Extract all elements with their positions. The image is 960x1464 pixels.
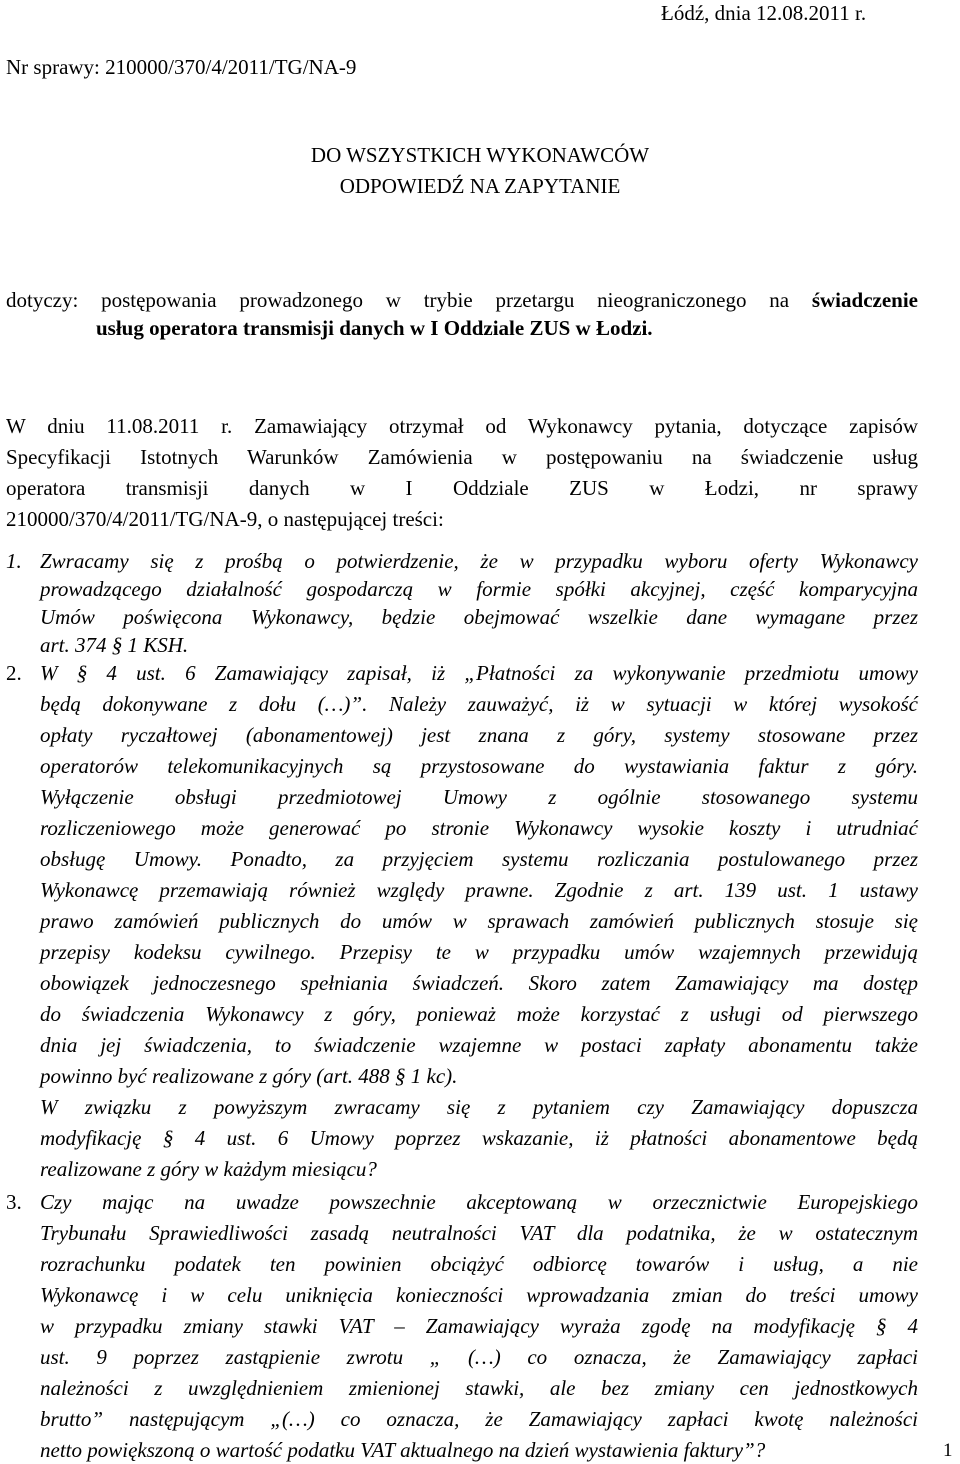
- question-line: prowadzącego działalność gospodarczą w formie spółki akcyjnej, część komparycyjna: [40, 577, 918, 601]
- question-line: Wykonawcę przemawiają również względy prawne. Zgodnie z art. 139 ust. 1 ustawy: [40, 878, 918, 902]
- intro-line-4: 210000/370/4/2011/TG/NA-9, o następującej treści:: [6, 507, 444, 531]
- question-line: W § 4 ust. 6 Zamawiający zapisał, iż „Płatności za wykonywanie przedmiotu umowy: [40, 661, 918, 685]
- question-line: przepisy kodeksu cywilnego. Przepisy te w przypadku umów wzajemnych przewidują: [40, 940, 918, 964]
- subject-bold-1: świadczenie: [811, 288, 918, 312]
- question-line: operatorów telekomunikacyjnych są przystosowane do wystawiania faktur z góry.: [40, 754, 918, 778]
- question-line: W związku z powyższym zwracamy się z pytaniem czy Zamawiający dopuszcza: [40, 1095, 918, 1119]
- question-line: prawo zamówień publicznych do umów w sprawach zamówień publicznych stosuje się: [40, 909, 918, 933]
- question-line: realizowane z góry w każdym miesiącu?: [40, 1157, 377, 1181]
- question-number: 1.: [6, 549, 22, 573]
- question-line: netto powiększoną o wartość podatku VAT aktualnego na dzień wystawienia faktury”?: [40, 1438, 766, 1462]
- question-line: rozliczeniowego może generować po stronie Wykonawcy wysokie koszty i utrudniać: [40, 816, 918, 840]
- intro-line-2: Specyfikacji Istotnych Warunków Zamówienia w postępowaniu na świadczenie usług: [6, 445, 918, 469]
- question-line: Wyłączenie obsługi przedmiotowej Umowy z ogólnie stosowanego systemu: [40, 785, 918, 809]
- question-line: należności z uwzględnieniem zmienionej stawki, ale bez zmiany cen jednostkowych: [40, 1376, 918, 1400]
- question-line: dnia jej świadczenia, to świadczenie wzajemne w postaci zapłaty abonamentu także: [40, 1033, 918, 1057]
- subject-line-2: usług operatora transmisji danych w I Oddziale ZUS w Łodzi.: [96, 316, 653, 340]
- title-line-2: ODPOWIEDŹ NA ZAPYTANIE: [339, 174, 621, 198]
- question-number: 2.: [6, 661, 22, 685]
- question-line: obowiązek jednoczesnego spełniania świadczeń. Skoro zatem Zamawiający ma dostęp: [40, 971, 918, 995]
- question-line: będą dokonywane z dołu (…)”. Należy zauważyć, iż w sytuacji w której wysokość: [40, 692, 918, 716]
- document-date: Łódź, dnia 12.08.2011 r.: [661, 1, 867, 25]
- question-line: opłaty ryczałtowej (abonamentowej) jest znana z góry, systemy stosowane przez: [40, 723, 918, 747]
- question-line: Zwracamy się z prośbą o potwierdzenie, że w przypadku wyboru oferty Wykonawcy: [40, 549, 918, 573]
- question-line: Trybunału Sprawiedliwości zasadą neutralności VAT dla podatnika, że w ostatecznym: [40, 1221, 918, 1245]
- question-line: Umów poświęcona Wykonawcy, będzie obejmować wszelkie dane wymagane przez: [40, 605, 918, 629]
- intro-line-1: W dniu 11.08.2011 r. Zamawiający otrzymał od Wykonawcy pytania, dotyczące zapisów: [6, 414, 918, 438]
- question-line: ust. 9 poprzez zastąpienie zwrotu „ (…) co oznacza, że Zamawiający zapłaci: [40, 1345, 918, 1369]
- question-line: obsługę Umowy. Ponadto, za przyjęciem systemu rozliczania postulowanego przez: [40, 847, 918, 871]
- question-line: powinno być realizowane z góry (art. 488 § 1 kc).: [40, 1064, 458, 1088]
- question-line: Czy mając na uwadze powszechnie akceptowaną w orzecznictwie Europejskiego: [40, 1190, 918, 1214]
- question-number: 3.: [6, 1190, 22, 1214]
- page-number: 1: [943, 1440, 953, 1461]
- question-line: rozrachunku podatek ten powinien obciążyć odbiorcę towarów i usług, a nie: [40, 1252, 918, 1276]
- document-title: [0, 172, 960, 200]
- addressee-title: [0, 141, 960, 169]
- title-line-1: DO WSZYSTKICH WYKONAWCÓW: [310, 143, 650, 167]
- question-line: Wykonawcę i w celu uniknięcia konieczności wprowadzania zmian do treści umowy: [40, 1283, 918, 1307]
- case-number: Nr sprawy: 210000/370/4/2011/TG/NA-9: [6, 55, 357, 79]
- question-line: brutto” następującym „(…) co oznacza, że Zamawiający zapłaci kwotę należności: [40, 1407, 918, 1431]
- question-line: do świadczenia Wykonawcy z góry, ponieważ może korzystać z usługi od pierwszego: [40, 1002, 918, 1026]
- subject-prefix: dotyczy: postępowania prowadzonego w trybie przetargu nieograniczonego na: [6, 288, 812, 312]
- question-line: modyfikację § 4 ust. 6 Umowy poprzez wskazanie, iż płatności abonamentowe będą: [40, 1126, 918, 1150]
- subject-line-1: [6, 286, 918, 314]
- question-line: art. 374 § 1 KSH.: [40, 633, 189, 657]
- question-line: w przypadku zmiany stawki VAT – Zamawiający wyraża zgodę na modyfikację § 4: [40, 1314, 918, 1338]
- intro-line-3: operatora transmisji danych w I Oddziale ZUS w Łodzi, nr sprawy: [6, 476, 918, 500]
